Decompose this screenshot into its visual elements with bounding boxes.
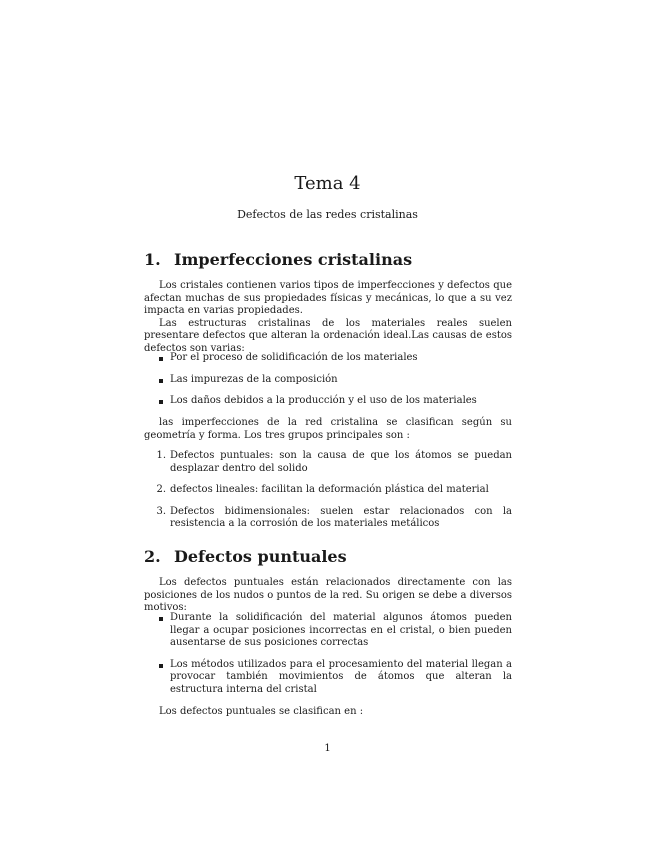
section-1-number: 1. bbox=[144, 250, 161, 269]
page-title: Tema 4 bbox=[294, 173, 361, 194]
list-number: 2. bbox=[156, 484, 166, 496]
section-2-paragraph-1-wrap bbox=[144, 577, 512, 615]
section-1-bullet-list bbox=[144, 352, 512, 408]
section-2-heading bbox=[144, 548, 512, 566]
section-2-paragraph-2-wrap bbox=[144, 706, 512, 719]
list-item: 1. Defectos puntuales: son la causa de que los átomos se puedan desplazar dentro del solido bbox=[144, 450, 512, 475]
list-item: Por el proceso de solidificación de los materiales bbox=[144, 352, 512, 365]
section-1-numbered-list bbox=[144, 450, 512, 531]
list-item: 3. Defectos bidimensionales: suelen estar relacionados con la resistencia a la corrosión de los materiales metálicos bbox=[144, 506, 512, 531]
section-2-paragraph-2: Los defectos puntuales se clasifican en : bbox=[159, 706, 364, 717]
section-1-heading-wrap bbox=[144, 251, 512, 269]
section-2-bullet-list bbox=[144, 612, 512, 697]
bullet-icon bbox=[159, 617, 163, 621]
list-item: 2. defectos lineales: facilitan la deformación plástica del material bbox=[144, 484, 512, 497]
bullet-icon bbox=[159, 357, 163, 361]
page-subtitle: Defectos de las redes cristalinas bbox=[237, 208, 418, 221]
list-item: Durante la solidificación del material algunos átomos pueden llegar a ocupar posiciones incorrectas en el cristal, o bien pueden ausentarse de sus posiciones correctas bbox=[144, 612, 512, 650]
section-1-paragraph-2: Las estructuras cristalinas de los materiales reales suelen presentare defectos que alteran la ordenación ideal.Las causas de estos defectos son varias: bbox=[144, 317, 512, 354]
section-1-heading bbox=[144, 251, 512, 269]
list-number: 3. bbox=[156, 505, 166, 517]
bullet-icon bbox=[159, 664, 163, 668]
list-item: Los daños debidos a la producción y el uso de los materiales bbox=[144, 395, 512, 408]
list-number: 1. bbox=[156, 450, 166, 461]
section-2-number: 2. bbox=[144, 547, 161, 566]
section-2-paragraph-1: Los defectos puntuales están relacionados directamente con las posiciones de los nudos o puntos de la red. Su origen se debe a diversos motivos: bbox=[144, 577, 512, 614]
section-1-paragraph-3-wrap bbox=[144, 417, 512, 442]
section-2-heading-wrap bbox=[144, 548, 512, 566]
list-item: Las impurezas de la composición bbox=[144, 374, 512, 387]
bullet-icon bbox=[159, 400, 163, 404]
section-1-paragraph-3: las imperfecciones de la red cristalina se clasifican según su geometría y forma. Los tres grupos principales son : bbox=[144, 417, 512, 441]
section-1-paragraph-1: Los cristales contienen varios tipos de imperfecciones y defectos que afectan muchas de sus propiedades físicas y mecánicas, lo que a su vez impacta en varias propiedades. bbox=[144, 280, 512, 317]
section-1-body bbox=[144, 280, 512, 356]
page-number: 1 bbox=[324, 743, 331, 754]
bullet-icon bbox=[159, 379, 163, 383]
section-2-title: Defectos puntuales bbox=[174, 547, 347, 566]
list-item: Los métodos utilizados para el procesamiento del material llegan a provocar también movimientos de átomos que alteran la estructura interna del cristal bbox=[144, 659, 512, 697]
section-1-title: Imperfecciones cristalinas bbox=[174, 250, 413, 269]
